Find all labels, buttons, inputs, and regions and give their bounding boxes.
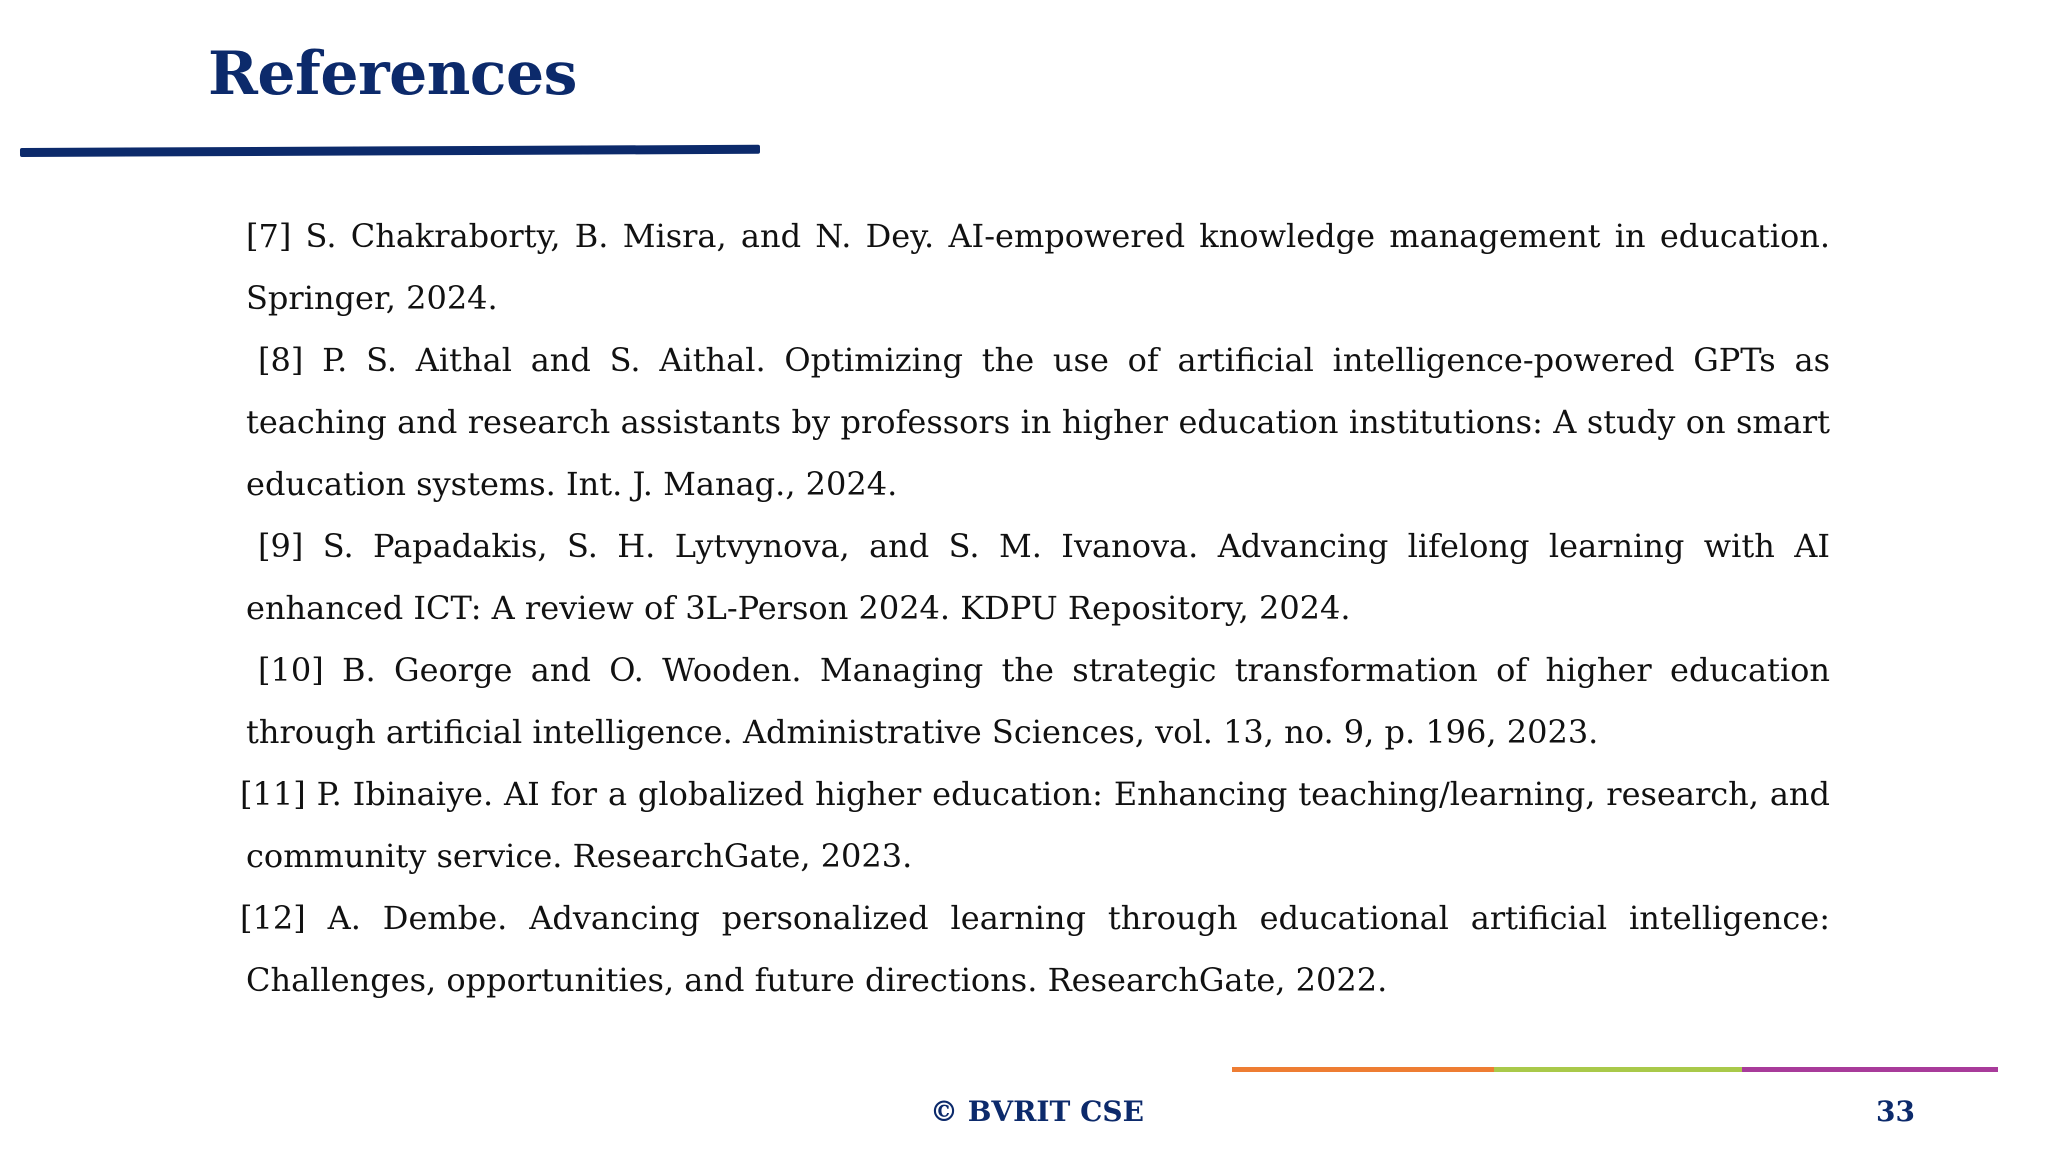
- reference-item-10: [10] B. George and O. Wooden. Managing the strategic transformation of higher education through artificial intelligence. Administrative Sciences, vol. 13, no. 9, p. 196, 2023.: [246, 651, 1830, 751]
- footer-accent-green: [1494, 1067, 1742, 1072]
- reference-item-11: [11] P. Ibinaiye. AI for a globalized higher education: Enhancing teaching/learning, research, and community service. ResearchGate, 2023.: [240, 775, 1830, 875]
- footer-copyright: © BVRIT CSE: [930, 1095, 1144, 1128]
- reference-item-9: [9] S. Papadakis, S. H. Lytvynova, and S. M. Ivanova. Advancing lifelong learning with AI enhanced ICT: A review of 3L-Person 2024. KDPU Repository, 2024.: [246, 527, 1830, 627]
- footer-accent-purple: [1742, 1067, 1998, 1072]
- slide-title: References: [208, 39, 577, 109]
- footer-accent-orange: [1232, 1067, 1494, 1072]
- reference-item-12: [12] A. Dembe. Advancing personalized learning through educational artificial intelligence: Challenges, opportunities, and future directions. ResearchGate, 2022.: [240, 899, 1830, 999]
- reference-list: [240, 205, 1830, 1011]
- reference-item-7: [7] S. Chakraborty, B. Misra, and N. Dey. AI-empowered knowledge management in education. Springer, 2024.: [246, 217, 1830, 317]
- reference-item-8: [8] P. S. Aithal and S. Aithal. Optimizing the use of artificial intelligence-powered GPTs as teaching and research assistants by professors in higher education institutions: A study on smart education systems. Int. J. Manag., 2024.: [246, 341, 1830, 503]
- title-underline: [20, 145, 760, 157]
- page-number: 33: [1876, 1095, 1915, 1128]
